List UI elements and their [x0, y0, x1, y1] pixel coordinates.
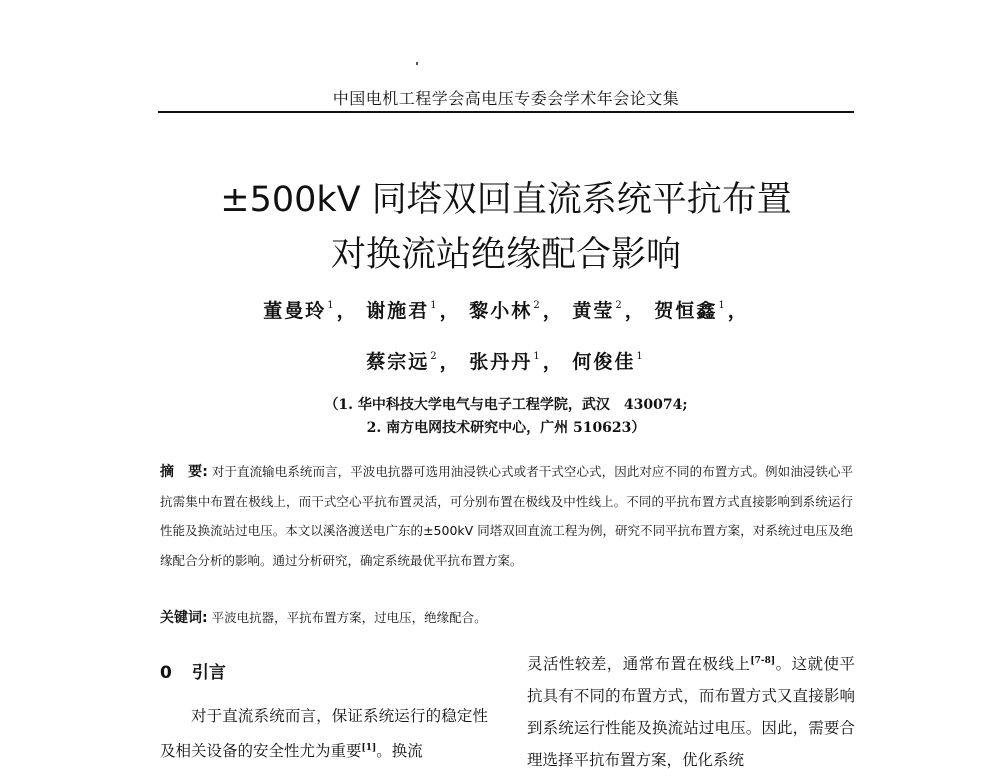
affiliation-line-1: （1. 华中科技大学电气与电子工程学院，武汉 430074; — [324, 397, 688, 413]
header-rule — [158, 111, 854, 113]
authors-line-2 — [158, 347, 854, 374]
author: 黄莹$^2$， — [572, 300, 646, 322]
keywords-text: 平波电抗器，平抗布置方案，过电压，绝缘配合。 — [211, 610, 487, 625]
body-paragraph: 灵活性较差，通常布置在极线上[7-8]。这就使平抗具有不同的布置方式，而布置方式又直接影响到系统运行性能及换流站过电压。因此，需要合理选择平抗布置方案，优化系统 — [527, 655, 855, 769]
author: 董曼玲$^1$， — [263, 300, 358, 322]
author: 贺恒鑫$^1$， — [654, 300, 749, 322]
author: 黎小林$^2$， — [469, 300, 564, 322]
paper-title-line-1: ±500kV 同塔双回直流系统平抗布置 — [220, 180, 792, 220]
scan-mark — [416, 62, 418, 65]
affiliation-line-2: 2. 南方电网技术研究中心，广州 510623） — [366, 420, 646, 436]
abstract-text: 对于直流输电系统而言，平波电抗器可选用油浸铁心式或者干式空心式，因此对应不同的布置方式。例如油浸铁心平抗需集中布置在极线上，而干式空心平抗布置灵活，可分别布置在极线及中性线上。不同的平抗布置方式直接影响到系统运行性能及换流站过电压。本文以溪洛渡送电广东的±500kV 同塔双回直流工程为例，研究不同平抗布置方案，对系统过电压及绝缘配合分析的影响。通过分析研究，确定系统最优平抗布置方案。 — [160, 464, 853, 568]
journal-header: 中国电机工程学会高电压专委会学术年会论文集 — [332, 89, 680, 108]
citation: [7-8] — [750, 656, 776, 666]
author: 张丹丹$^1$， — [469, 351, 564, 373]
authors-line-1 — [158, 296, 854, 323]
paper-title-line-2: 对换流站绝缘配合影响 — [330, 235, 681, 275]
body-column-right — [527, 645, 855, 776]
body-column-left — [160, 700, 488, 767]
author: 谢施君$^1$， — [366, 300, 461, 322]
section-heading — [160, 658, 226, 683]
section-title: 引言 — [191, 663, 226, 683]
section-number: 0 — [160, 663, 172, 683]
author: 蔡宗远$^2$， — [366, 351, 461, 373]
keywords — [160, 607, 853, 627]
abstract-label: 摘 要: — [160, 464, 208, 480]
author: 何俊佳$^1$ — [572, 351, 645, 373]
citation: [1] — [361, 743, 377, 753]
abstract — [160, 457, 853, 575]
body-paragraph: 对于直流系统而言，保证系统运行的稳定性及相关设备的安全性尤为重要[1]。换流 — [160, 707, 488, 760]
keywords-label: 关键词: — [160, 610, 208, 626]
